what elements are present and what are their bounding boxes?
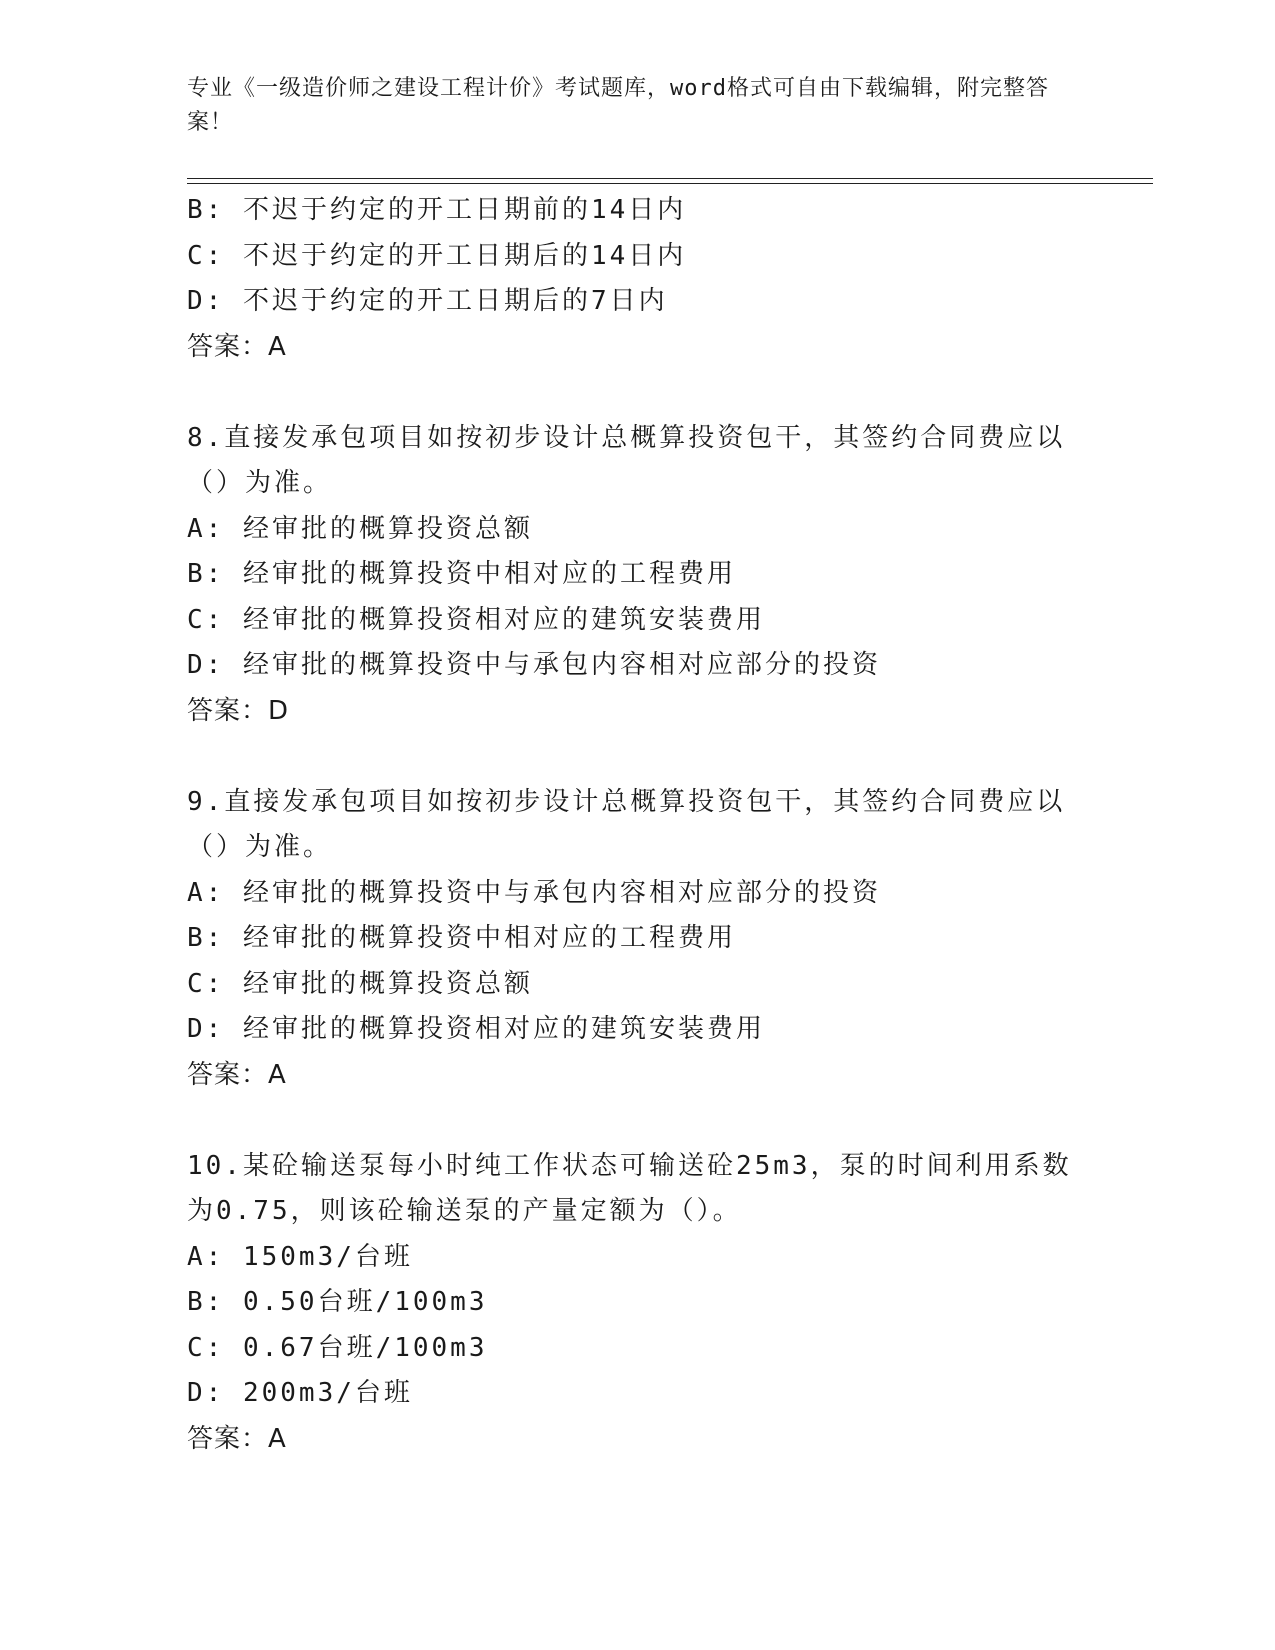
option-d: D: 不迟于约定的开工日期后的7日内	[187, 286, 668, 316]
header-divider-top	[187, 178, 1153, 179]
option-d: D: 经审批的概算投资中与承包内容相对应部分的投资	[187, 650, 881, 680]
option-a: A: 经审批的概算投资中与承包内容相对应部分的投资	[187, 877, 881, 908]
option-a: A: 经审批的概算投资总额	[187, 513, 533, 544]
option-a: A: 150m3/台班	[187, 1241, 413, 1272]
option-d: D: 200m3/台班	[187, 1378, 413, 1408]
answer-line: 答案：A	[187, 1423, 287, 1454]
answer-line: 答案：A	[187, 1059, 287, 1090]
option-c: C: 经审批的概算投资总额	[187, 968, 533, 999]
question-10	[187, 1144, 1087, 1463]
option-b: B: 经审批的概算投资中相对应的工程费用	[187, 923, 736, 953]
option-c: C: 经审批的概算投资相对应的建筑安装费用	[187, 604, 765, 635]
answer-line: 答案：A	[187, 331, 287, 362]
option-b: B: 0.50台班/100m3	[187, 1287, 488, 1317]
question-8	[187, 416, 1087, 735]
option-b: B: 经审批的概算投资中相对应的工程费用	[187, 559, 736, 589]
question-list	[187, 188, 1087, 1462]
spacer	[187, 734, 1087, 780]
question-9	[187, 780, 1087, 1099]
question-stem: 10.某砼输送泵每小时纯工作状态可输送砼25m3，泵的时间利用系数为0.75，则该砼输送泵的产量定额为（）。	[187, 1150, 1072, 1226]
answer-line: 答案：D	[187, 695, 290, 726]
document-header: 专业《一级造价师之建设工程计价》考试题库，word格式可自由下载编辑，附完整答案！	[187, 76, 1049, 135]
option-c: C: 不迟于约定的开工日期后的14日内	[187, 240, 687, 271]
question-stem: 8.直接发承包项目如按初步设计总概算投资包干，其签约合同费应以（）为准。	[187, 422, 1066, 498]
spacer	[187, 1098, 1087, 1144]
question-stem: 9.直接发承包项目如按初步设计总概算投资包干，其签约合同费应以（）为准。	[187, 786, 1066, 862]
spacer	[187, 370, 1087, 416]
option-b: B: 不迟于约定的开工日期前的14日内	[187, 195, 687, 225]
header-divider-bottom	[187, 183, 1153, 184]
prev-question-block	[187, 188, 1087, 370]
option-d: D: 经审批的概算投资相对应的建筑安装费用	[187, 1014, 765, 1044]
option-c: C: 0.67台班/100m3	[187, 1332, 488, 1363]
